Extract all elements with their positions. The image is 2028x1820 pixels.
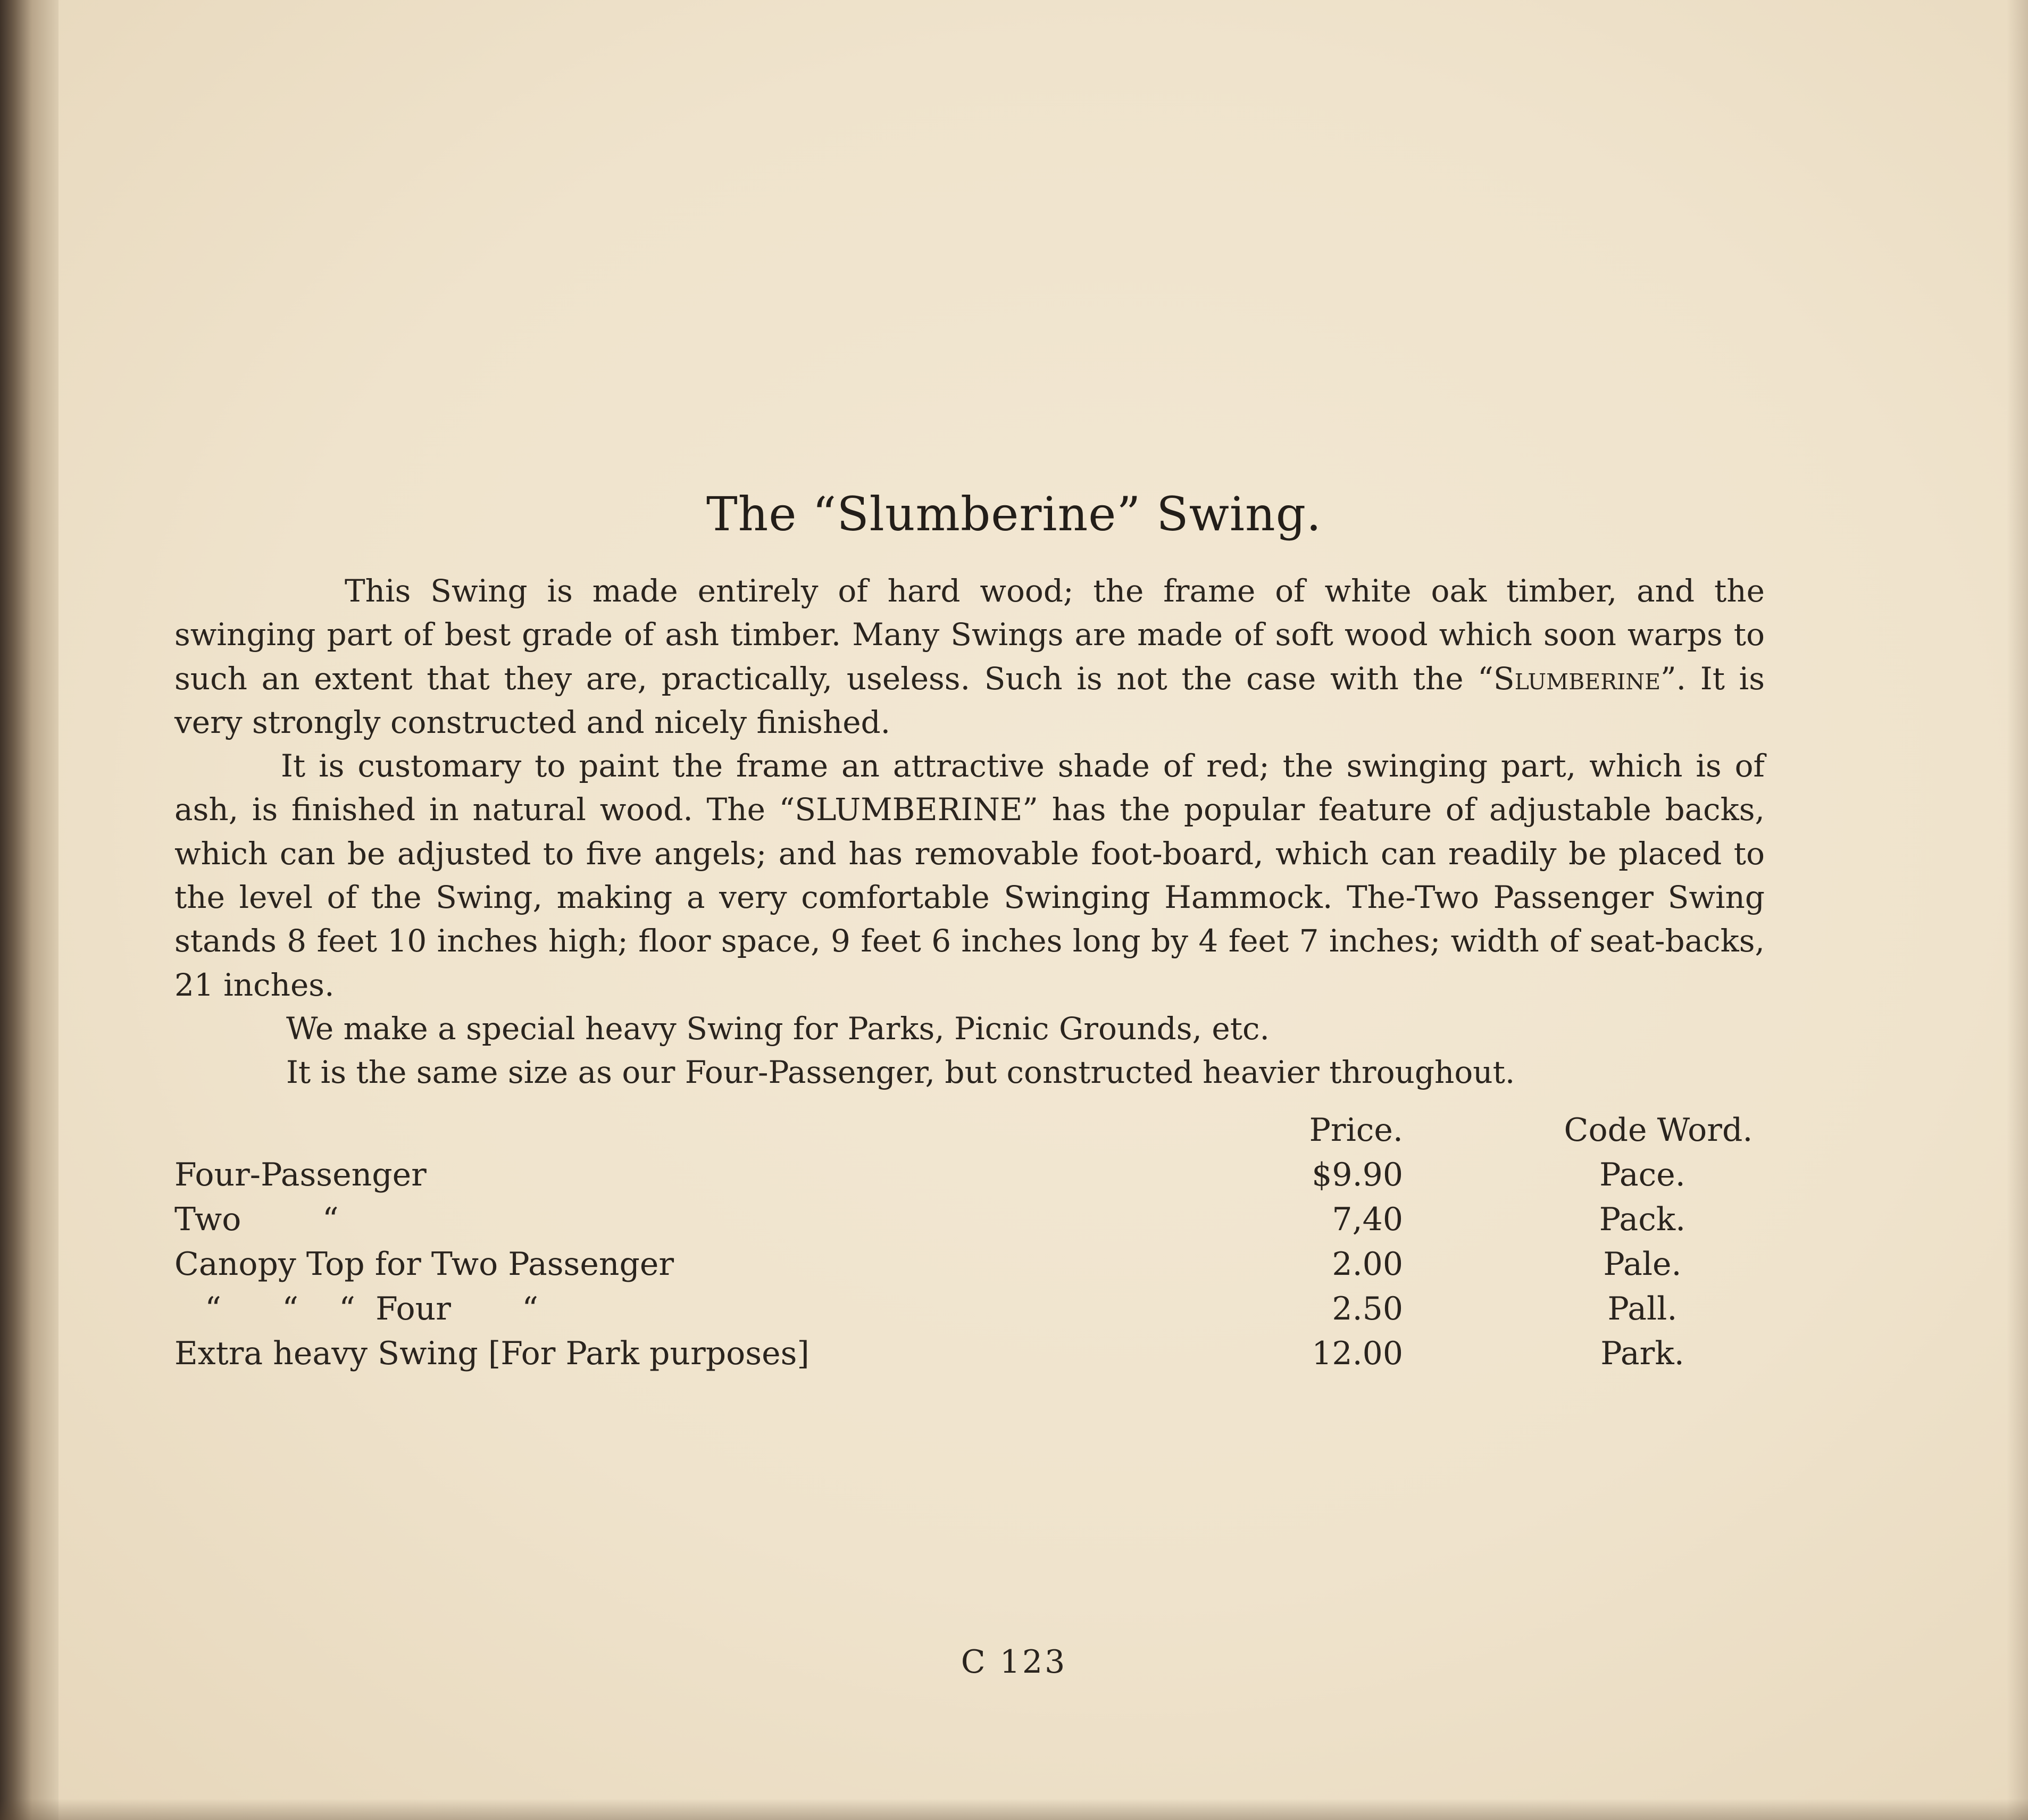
- row-price: 2.00: [1332, 1246, 1403, 1283]
- row-code-word: Pack.: [1599, 1201, 1686, 1238]
- row-item: “ “ “ Four “: [174, 1290, 539, 1328]
- row-code-word: Pale.: [1603, 1246, 1682, 1283]
- paragraph-description: [174, 569, 1765, 744]
- row-code-word: Pace.: [1599, 1156, 1685, 1193]
- table-row: [174, 1335, 1770, 1380]
- table-row: [174, 1290, 1770, 1335]
- page-right-edge: [2007, 0, 2028, 1820]
- price-table-header: [174, 1112, 1770, 1156]
- row-code-word: Park.: [1600, 1335, 1684, 1372]
- page-bottom-edge: [0, 1799, 2028, 1820]
- price-column-header: Price.: [1309, 1112, 1403, 1149]
- body-text: [174, 569, 1765, 1095]
- table-row: [174, 1246, 1770, 1290]
- page-title: The “Slumberine” Swing.: [706, 487, 1322, 541]
- row-item: Two “: [174, 1201, 339, 1238]
- paragraph-description-end: ”. It is very strongly constructed and nicely finished.: [174, 660, 1765, 740]
- brand-name: Slumberine: [1493, 660, 1661, 697]
- book-binding: [0, 0, 59, 1820]
- paragraph-description-start: This Swing is made entirely of hard wood; the frame of white oak timber, and the swinging part of best grade of ash timber. Many Swings are made of soft wood which soon warps to such an extent that they are, practically, useless. Such is not the case with the “: [174, 573, 1765, 697]
- row-price: 7,40: [1332, 1201, 1403, 1238]
- row-item: Canopy Top for Two Passenger: [174, 1246, 674, 1283]
- price-table: [174, 1112, 1770, 1380]
- row-code-word: Pall.: [1607, 1290, 1678, 1328]
- row-price: 12.00: [1312, 1335, 1403, 1372]
- table-row: [174, 1156, 1770, 1201]
- row-price: $9.90: [1312, 1156, 1403, 1193]
- code-word-column-header: Code Word.: [1564, 1112, 1753, 1149]
- row-item: Four-Passenger: [174, 1156, 427, 1193]
- row-item: Extra heavy Swing [For Park purposes]: [174, 1335, 809, 1372]
- paragraph-park-swing: We make a special heavy Swing for Parks, Picnic Grounds, etc.: [286, 1010, 1270, 1047]
- page-number: C 123: [961, 1643, 1067, 1681]
- row-price: 2.50: [1332, 1290, 1403, 1328]
- paragraph-features: It is customary to paint the frame an attractive shade of red; the swinging part, which is of ash, is finished in natural wood. The “SLUMBERINE” has the popular feature of adjustable backs, which can be adjusted to five angels; and has removable foot-board, which can readily be placed to the level of the Swing, making a very comfortable Swinging Hammock. The-Two Passenger Swing stands 8 feet 10 inches high; floor space, 9 feet 6 inches long by 4 feet 7 inches; width of seat-backs, 21 inches.: [174, 748, 1765, 1003]
- table-row: [174, 1201, 1770, 1246]
- paragraph-park-size: It is the same size as our Four-Passenger, but constructed heavier throughout.: [286, 1054, 1515, 1091]
